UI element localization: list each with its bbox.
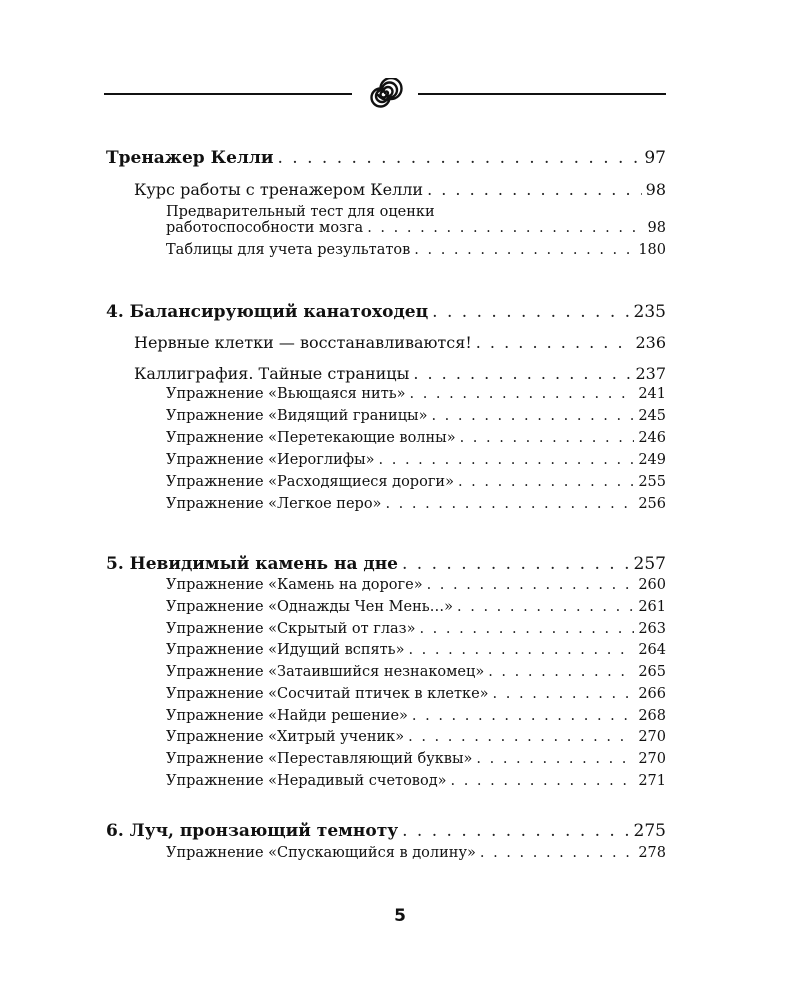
- header-rule-right: [418, 93, 666, 95]
- toc-entry-pretest-line1[interactable]: Предварительный тест для оценки: [166, 204, 435, 220]
- toc-entry-exercise[interactable]: [166, 577, 666, 593]
- toc-entry-exercise[interactable]: [166, 474, 666, 490]
- toc-entry-exercise[interactable]: [166, 686, 666, 702]
- toc-title: Нервные клетки — восстанавливаются!: [134, 333, 472, 352]
- toc-title: 6. Луч, пронзающий темноту: [106, 821, 399, 841]
- toc-page: 271: [638, 773, 666, 789]
- dot-leader: [402, 821, 629, 841]
- dot-leader: [408, 642, 634, 658]
- toc-page: 236: [635, 333, 666, 352]
- toc-entry-exercise[interactable]: [166, 496, 666, 512]
- toc-entry-exercise[interactable]: [166, 642, 666, 658]
- dot-leader: [408, 729, 634, 745]
- toc-title: Каллиграфия. Тайные страницы: [134, 364, 410, 383]
- toc-page: 261: [638, 599, 666, 615]
- toc-title: Упражнение «Вьющаяся нить»: [166, 386, 406, 402]
- dot-leader: [412, 708, 634, 724]
- toc-title: Упражнение «Иероглифы»: [166, 452, 375, 468]
- header-rule-left: [104, 93, 352, 95]
- dot-leader: [432, 302, 629, 322]
- toc-page: 264: [638, 642, 666, 658]
- toc-entry-ch4-nerves[interactable]: [134, 333, 666, 352]
- toc-entry-exercise[interactable]: [166, 452, 666, 468]
- dot-leader: [414, 242, 634, 258]
- toc-page: 235: [633, 302, 666, 322]
- toc-page: 241: [638, 386, 666, 402]
- toc-page: 260: [638, 577, 666, 593]
- toc-title: Упражнение «Нерадивый счетовод»: [166, 773, 447, 789]
- toc-entry-exercise[interactable]: [166, 751, 666, 767]
- toc-title: Упражнение «Скрытый от глаз»: [166, 621, 416, 637]
- toc-page: 265: [638, 664, 666, 680]
- toc-title: Упражнение «Однажды Чен Мень…»: [166, 599, 454, 615]
- toc-title: 5. Невидимый камень на дне: [106, 554, 398, 574]
- toc-page: 249: [638, 452, 666, 468]
- toc-entry-exercise[interactable]: [166, 386, 666, 402]
- dot-leader: [476, 751, 634, 767]
- toc-page: 98: [647, 220, 666, 236]
- toc-entry-exercise[interactable]: [166, 408, 666, 424]
- dot-leader: [431, 408, 634, 424]
- dot-leader: [451, 773, 635, 789]
- toc-title: Упражнение «Легкое перо»: [166, 496, 382, 512]
- toc-entry-exercise[interactable]: [166, 599, 666, 615]
- toc-page: 246: [638, 430, 666, 446]
- dot-leader: [379, 452, 635, 468]
- toc-page: 257: [633, 554, 666, 574]
- toc-page: 180: [638, 242, 666, 258]
- toc-page: 98: [645, 180, 666, 199]
- dot-leader: [476, 333, 632, 352]
- toc-title: работоспособности мозга: [166, 220, 364, 236]
- toc-title: Таблицы для учета результатов: [166, 242, 411, 258]
- toc-entry-exercise[interactable]: [166, 430, 666, 446]
- dot-leader: [460, 430, 635, 446]
- toc-entry-exercise[interactable]: [166, 845, 666, 861]
- toc-entry-ch5[interactable]: [106, 554, 666, 574]
- dot-leader: [277, 148, 640, 168]
- toc-page: 270: [638, 751, 666, 767]
- dot-leader: [488, 664, 634, 680]
- toc-title: Упражнение «Перетекающие волны»: [166, 430, 456, 446]
- toc-entry-exercise[interactable]: [166, 729, 666, 745]
- page-number: 5: [394, 906, 406, 926]
- dot-leader: [402, 554, 630, 574]
- dot-leader: [409, 386, 634, 402]
- toc-entry-exercise[interactable]: [166, 773, 666, 789]
- header-ornament: [104, 78, 666, 108]
- toc-entry-pretest[interactable]: [166, 220, 666, 236]
- toc-page: 266: [638, 686, 666, 702]
- toc-entry-kelly[interactable]: [106, 148, 666, 168]
- toc-page: 237: [635, 364, 666, 383]
- toc-title: Курс работы с тренажером Келли: [134, 180, 424, 199]
- toc-title: Упражнение «Расходящиеся дороги»: [166, 474, 454, 490]
- toc-title: Упражнение «Найди решение»: [166, 708, 408, 724]
- toc-title: Упражнение «Затаившийся незнакомец»: [166, 664, 485, 680]
- toc-page: 268: [638, 708, 666, 724]
- toc-page: 263: [638, 621, 666, 637]
- toc-page: 97: [644, 148, 666, 168]
- toc-title: 4. Балансирующий канатоходец: [106, 302, 429, 322]
- dot-leader: [427, 577, 635, 593]
- toc-title: Упражнение «Видящий границы»: [166, 408, 428, 424]
- toc-entry-ch4[interactable]: [106, 302, 666, 322]
- dot-leader: [385, 496, 634, 512]
- dot-leader: [413, 364, 631, 383]
- toc-entry-tables[interactable]: [166, 242, 666, 258]
- toc-title: Упражнение «Сосчитай птичек в клетке»: [166, 686, 489, 702]
- toc-title: Упражнение «Камень на дороге»: [166, 577, 423, 593]
- dot-leader: [458, 474, 634, 490]
- toc-title: Упражнение «Хитрый ученик»: [166, 729, 405, 745]
- dot-leader: [493, 686, 635, 702]
- toc-entry-exercise[interactable]: [166, 621, 666, 637]
- dot-leader: [457, 599, 634, 615]
- dot-leader: [427, 180, 642, 199]
- toc-page: 245: [638, 408, 666, 424]
- toc-page: 275: [633, 821, 666, 841]
- toc-page: 255: [638, 474, 666, 490]
- dot-leader: [480, 845, 634, 861]
- spiral-icon: [367, 78, 403, 108]
- toc-entry-exercise[interactable]: [166, 664, 666, 680]
- toc-entry-ch4-calligraphy[interactable]: [134, 364, 666, 383]
- dot-leader: [367, 220, 643, 236]
- toc-title: Тренажер Келли: [106, 148, 274, 168]
- toc-page: 256: [638, 496, 666, 512]
- dot-leader: [419, 621, 634, 637]
- toc-page: 270: [638, 729, 666, 745]
- toc-title: Упражнение «Идущий вспять»: [166, 642, 405, 658]
- toc-entry-kelly-course[interactable]: [134, 180, 666, 199]
- toc-entry-ch6[interactable]: [106, 821, 666, 841]
- toc-page: 278: [638, 845, 666, 861]
- toc-entry-exercise[interactable]: [166, 708, 666, 724]
- toc-title: Упражнение «Спускающийся в долину»: [166, 845, 476, 861]
- toc-title: Упражнение «Переставляющий буквы»: [166, 751, 473, 767]
